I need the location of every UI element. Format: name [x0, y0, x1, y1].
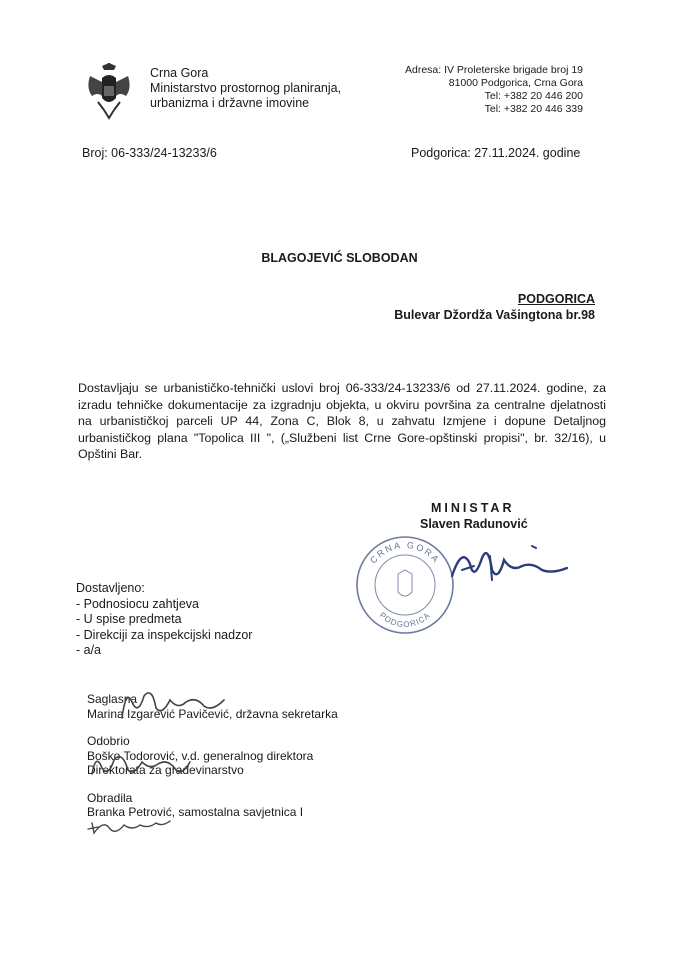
prepared-label: Obradila: [87, 790, 133, 805]
address-line: Adresa: IV Proleterske brigade broj 19: [404, 64, 583, 76]
signatory-title: MINISTAR: [431, 501, 515, 515]
advisor-signature: [84, 813, 174, 837]
agreed-person: Marina Izgarević Pavičević, državna sekretarka: [87, 706, 338, 721]
address-line: 81000 Podgorica, Crna Gora: [448, 77, 583, 89]
approved-label: Odobrio: [87, 734, 130, 748]
montenegro-coat-of-arms-icon: [84, 62, 134, 120]
distribution-heading: Dostavljeno:: [76, 581, 145, 595]
recipient-name: BLAGOJEVIĆ SLOBODAN: [261, 251, 418, 265]
signatory-name: Slaven Radunović: [420, 517, 528, 531]
distribution-item: - a/a: [76, 643, 102, 657]
approved-person: Boško Todorović, v.d. generalnog direktora: [87, 748, 314, 763]
minister-signature: [432, 536, 582, 596]
distribution-item: - Direkciji za inspekcijski nadzor: [76, 627, 253, 642]
stamp-top-text: CRNA GORA: [368, 539, 442, 566]
letter-body: Dostavljaju se urbanističko-tehnički uslovi broj 06-333/24-13233/6 od 27.11.2024. godine, za izradu tehničke dokumentacije za izgradnju objekta, u okviru površina za centralne djelatnosti na urbanističkoj parceli UP 44, Zona C, Blok 8, u zahvatu Izmjene i dopune Detaljnog urbanističkog plana "Topolica III ", („Službeni list Crne Gore-opštinski propisi", br. 32/16), u Opštini Bar.: [78, 381, 606, 461]
recipient-city: PODGORICA: [517, 292, 595, 306]
ministry-line: Crna Gora: [150, 66, 209, 80]
phone-line: Tel: +382 20 446 200: [484, 90, 583, 102]
ministry-line: urbanizma i državne imovine: [150, 96, 310, 110]
prepared-person: Branka Petrović, samostalna savjetnica I: [87, 805, 304, 819]
recipient-street: Bulevar Džordža Vašingtona br.98: [394, 308, 595, 322]
distribution-item: - Podnosiocu zahtjeva: [76, 596, 199, 611]
address-block: [405, 64, 583, 116]
distribution-list: [76, 581, 252, 659]
distribution-item: - U spise predmeta: [76, 612, 182, 626]
secretary-signature: [112, 682, 232, 722]
agreed-label: Saglasna: [87, 692, 138, 706]
stamp-bottom-text: PODGORICA: [377, 610, 433, 630]
reference-number: Broj: 06-333/24-13233/6: [82, 146, 217, 160]
document-date: Podgorica: 27.11.2024. godine: [411, 146, 581, 160]
ministry-name: [150, 66, 341, 111]
approved-department: Direktorata za građevinarstvo: [87, 763, 244, 777]
svg-text:PODGORICA: [378, 611, 433, 630]
ministry-line: Ministarstvo prostornog planiranja,: [150, 81, 342, 95]
phone-line: Tel: +382 20 446 339: [484, 103, 583, 115]
director-signature: [86, 744, 196, 784]
